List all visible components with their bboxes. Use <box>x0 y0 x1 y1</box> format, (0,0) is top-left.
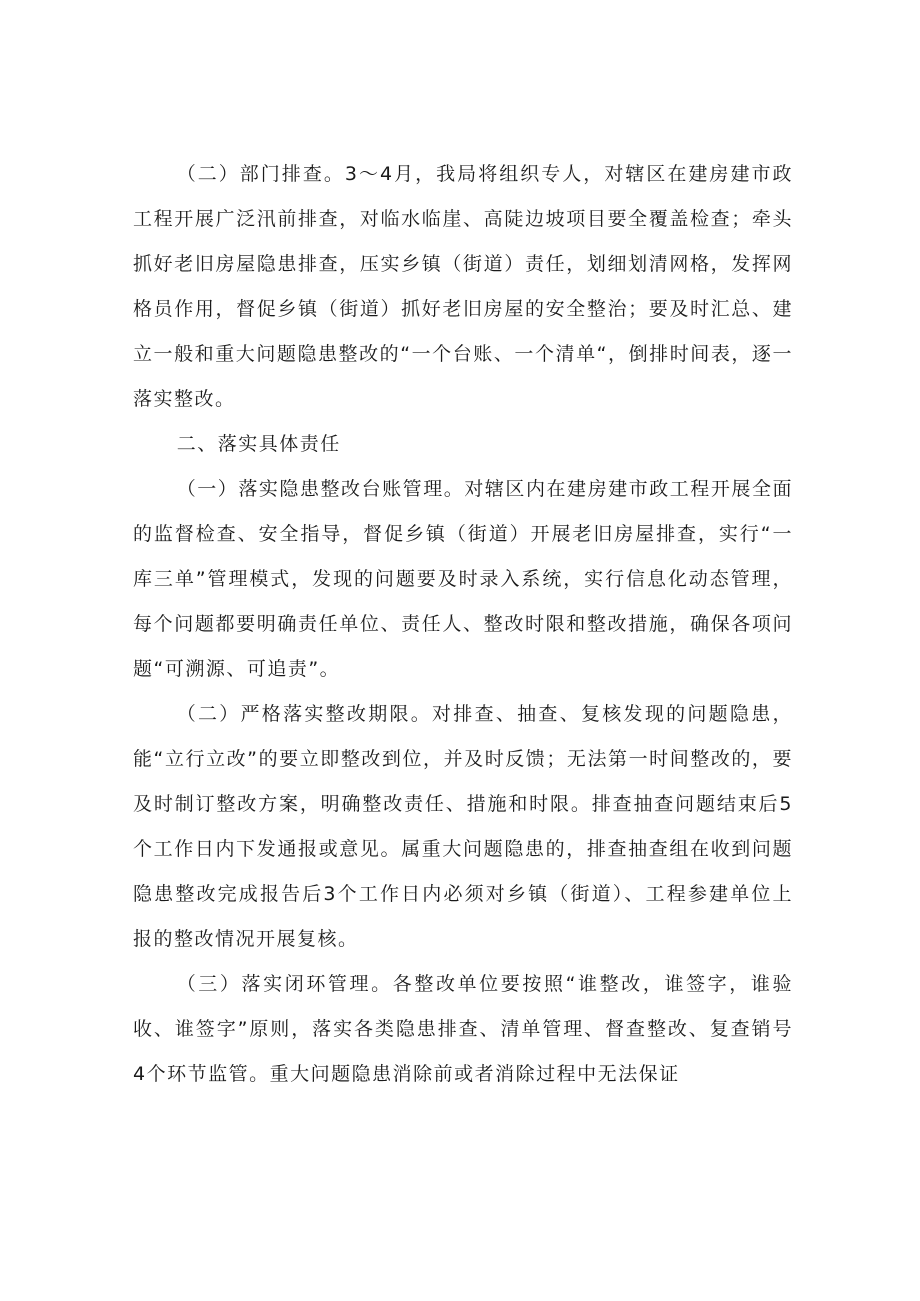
document-body <box>133 152 793 1097</box>
paragraph-ledger-management: （一）落实隐患整改台账管理。对辖区内在建房建市政工程开展全面的监督检查、安全指导，督促乡镇（街道）开展老旧房屋排查，实行“一库三单”管理模式，发现的问题要及时录入系统，实行信息化动态管理，每个问题都要明确责任单位、责任人、整改时限和整改措施，确保各项问题“可溯源、可追责”。 <box>133 478 793 680</box>
paragraph-department-inspection: （二）部门排查。3～4月，我局将组织专人，对辖区在建房建市政工程开展广泛汛前排查，对临水临崖、高陡边坡项目要全覆盖检查；牵头抓好老旧房屋隐患排查，压实乡镇（街道）责任，划细划清网格，发挥网格员作用，督促乡镇（街道）抓好老旧房屋的安全整治；要及时汇总、建立一般和重大问题隐患整改的“一个台账、一个清单“，倒排时间表，逐一落实整改。 <box>133 163 793 410</box>
paragraph-rectification-deadline: （二）严格落实整改期限。对排查、抽查、复核发现的问题隐患，能“立行立改”的要立即整改到位，并及时反馈；无法第一时间整改的，要及时制订整改方案，明确整改责任、措施和时限。排查抽查问题结束后5个工作日内下发通报或意见。属重大问题隐患的，排查抽查组在收到问题隐患整改完成报告后3个工作日内必须对乡镇（街道）、工程参建单位上报的整改情况开展复核。 <box>133 703 793 950</box>
paragraph-closed-loop-management: （三）落实闭环管理。各整改单位要按照“谁整改，谁签字，谁验收、谁签字”原则，落实各类隐患排查、清单管理、督查整改、复查销号4个环节监管。重大问题隐患消除前或者消除过程中无法保证 <box>133 973 793 1085</box>
section-heading-responsibility: 二、落实具体责任 <box>176 433 341 455</box>
